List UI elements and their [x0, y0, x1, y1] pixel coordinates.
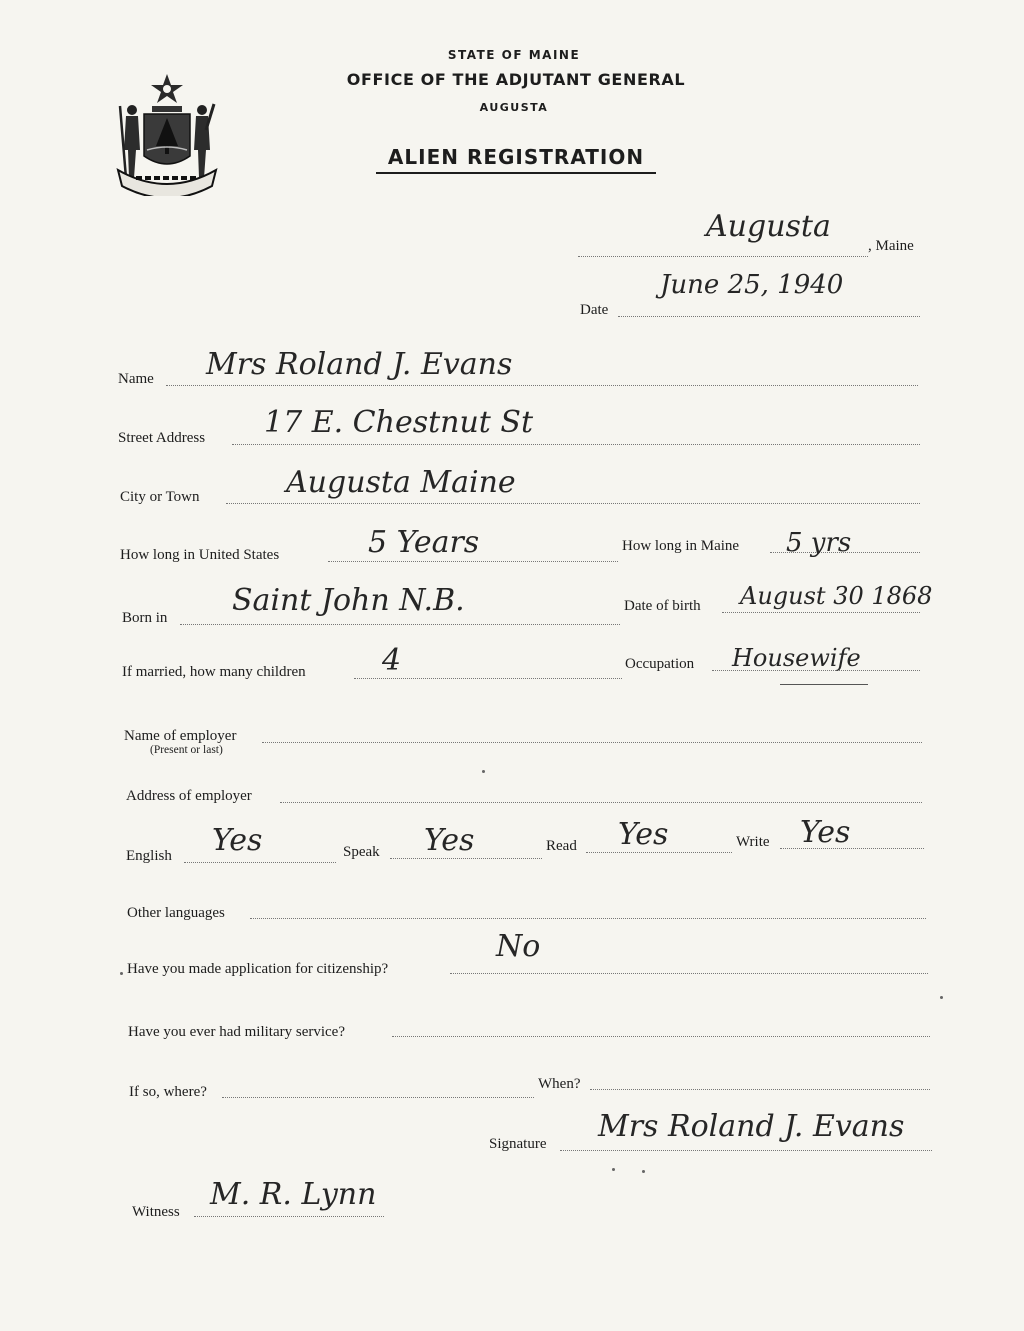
read-line	[586, 852, 732, 853]
how-long-us-entry[interactable]: 5 Years	[368, 525, 480, 560]
read-label: Read	[546, 838, 577, 854]
name-entry[interactable]: Mrs Roland J. Evans	[206, 347, 513, 382]
when-label: When?	[538, 1076, 581, 1092]
military-label: Have you ever had military service?	[128, 1024, 345, 1040]
military-line	[392, 1036, 930, 1037]
english-entry[interactable]: Yes	[212, 823, 263, 858]
witness-entry[interactable]: M. R. Lynn	[210, 1177, 377, 1212]
occupation-underline	[780, 684, 868, 685]
employer-address-label: Address of employer	[126, 788, 252, 804]
office-heading: OFFICE OF THE ADJUTANT GENERAL	[346, 70, 686, 89]
born-in-label: Born in	[122, 610, 168, 626]
children-entry[interactable]: 4	[382, 643, 402, 678]
read-entry[interactable]: Yes	[618, 817, 669, 852]
city-label: City or Town	[120, 489, 200, 505]
name-line	[166, 385, 918, 386]
english-line	[184, 862, 336, 863]
signature-line	[560, 1150, 932, 1151]
place-entry[interactable]: Augusta	[706, 209, 831, 244]
speak-line	[390, 858, 542, 859]
city-heading: AUGUSTA	[479, 101, 549, 114]
how-long-us-label: How long in United States	[120, 547, 280, 563]
witness-label: Witness	[132, 1204, 180, 1220]
witness-line	[194, 1216, 384, 1217]
street-address-label: Street Address	[118, 430, 206, 446]
employer-address-line	[280, 802, 922, 803]
how-long-maine-label: How long in Maine	[622, 538, 740, 554]
other-languages-line	[250, 918, 926, 919]
date-of-birth-label: Date of birth	[624, 598, 701, 614]
occupation-entry[interactable]: Housewife	[732, 644, 861, 672]
employer-name-line	[262, 742, 922, 743]
occupation-label: Occupation	[625, 656, 695, 672]
born-in-entry[interactable]: Saint John N.B.	[232, 583, 465, 618]
citizenship-entry[interactable]: No	[496, 929, 541, 964]
city-line	[226, 503, 920, 504]
street-address-line	[232, 444, 920, 445]
children-label: If married, how many children	[122, 664, 306, 680]
date-line	[618, 316, 920, 317]
english-label: English	[126, 848, 172, 864]
children-line	[354, 678, 622, 679]
maine-label: , Maine	[868, 238, 914, 254]
speak-entry[interactable]: Yes	[424, 823, 475, 858]
form-title: ALIEN REGISTRATION	[376, 145, 656, 174]
write-label: Write	[736, 834, 770, 850]
employer-note: (Present or last)	[150, 744, 223, 756]
citizenship-line	[450, 973, 928, 974]
city-entry[interactable]: Augusta Maine	[286, 465, 516, 500]
signature-entry[interactable]: Mrs Roland J. Evans	[598, 1109, 905, 1144]
if-so-where-label: If so, where?	[129, 1084, 207, 1100]
place-line	[578, 256, 868, 257]
signature-label: Signature	[489, 1136, 547, 1152]
maine-state-seal-icon	[114, 70, 220, 196]
citizenship-label: Have you made application for citizenship?	[127, 961, 389, 977]
if-so-where-line	[222, 1097, 534, 1098]
date-label: Date	[580, 302, 609, 318]
write-entry[interactable]: Yes	[800, 815, 851, 850]
how-long-maine-entry[interactable]: 5 yrs	[786, 528, 852, 558]
date-of-birth-entry[interactable]: August 30 1868	[740, 582, 933, 610]
street-address-entry[interactable]: 17 E. Chestnut St	[264, 405, 534, 440]
employer-name-label: Name of employer	[124, 728, 237, 744]
born-in-line	[180, 624, 620, 625]
when-line	[590, 1089, 930, 1090]
name-label: Name	[118, 371, 154, 387]
date-of-birth-line	[722, 612, 920, 613]
other-languages-label: Other languages	[127, 905, 225, 921]
speak-label: Speak	[343, 844, 380, 860]
date-entry[interactable]: June 25, 1940	[660, 270, 844, 300]
how-long-us-line	[328, 561, 618, 562]
state-heading: STATE OF MAINE	[447, 48, 581, 62]
